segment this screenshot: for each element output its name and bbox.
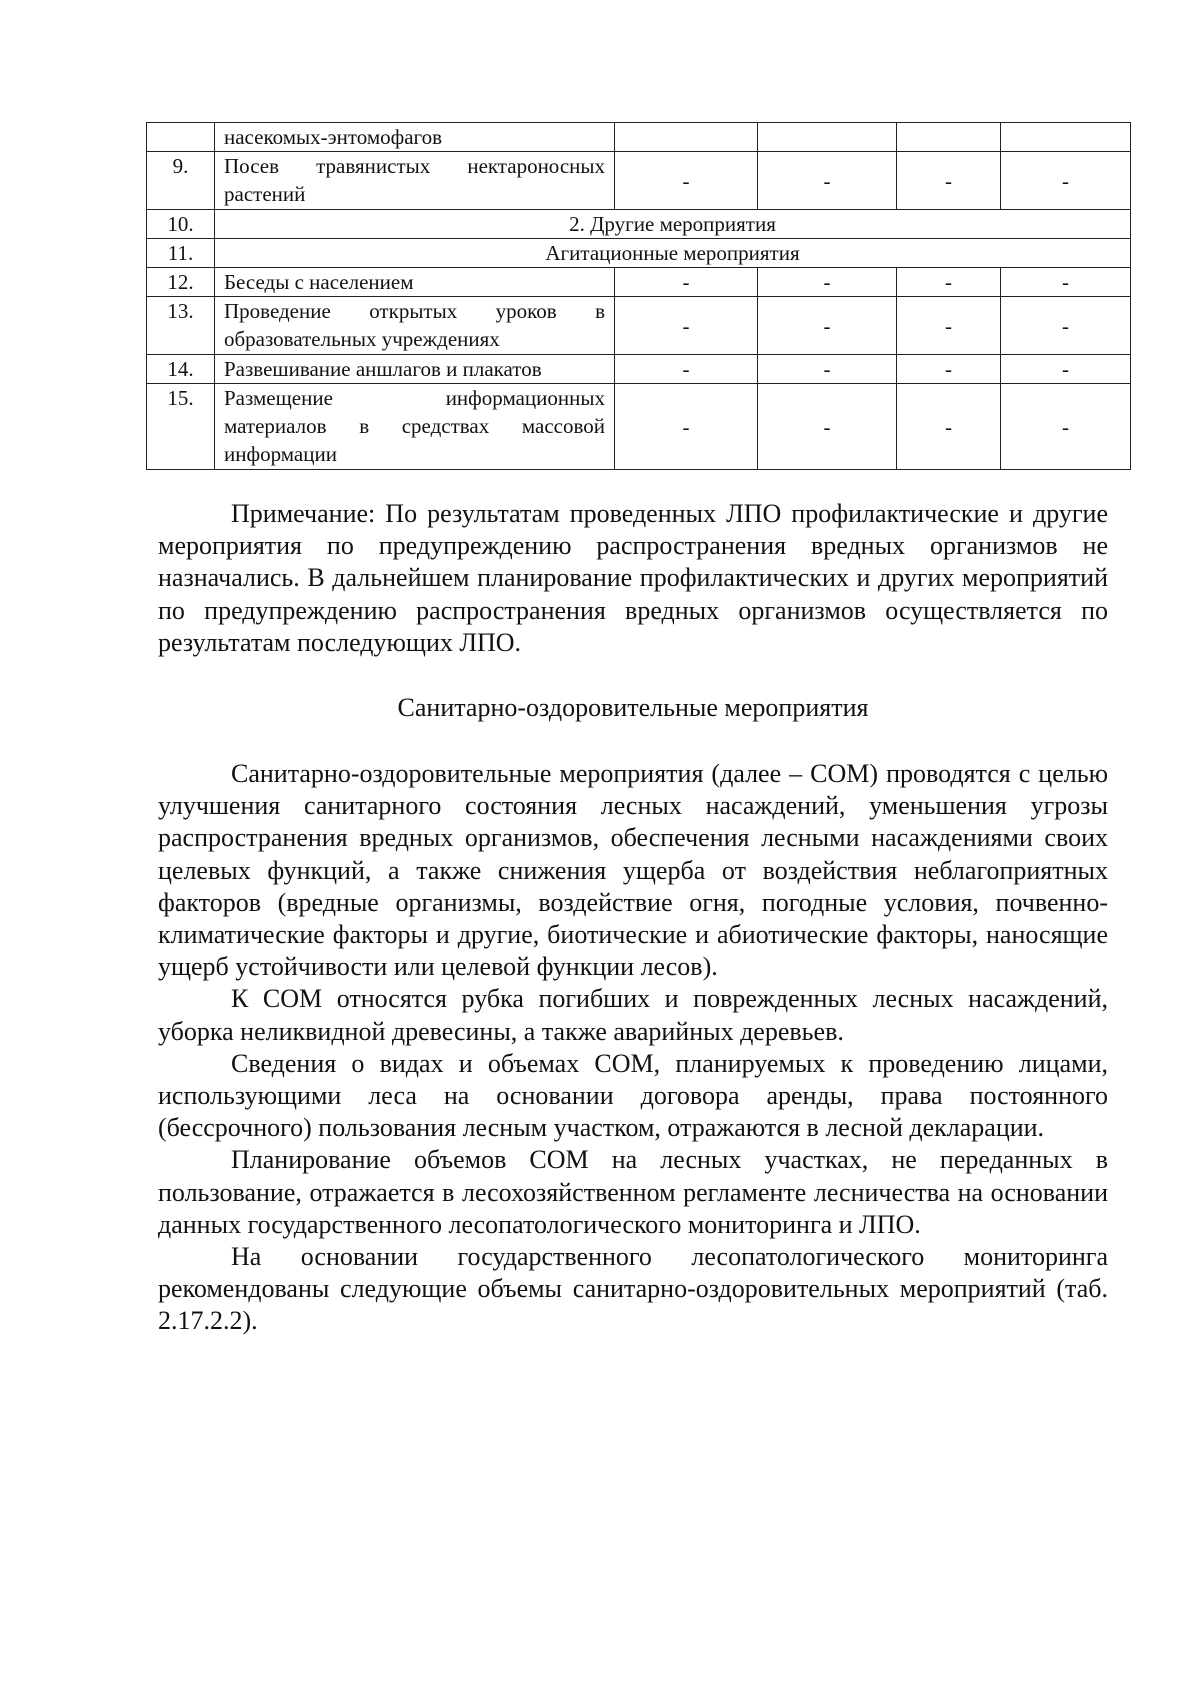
value-cell: - [897, 152, 1001, 210]
body-text [158, 758, 1108, 1338]
value-cell: - [1001, 297, 1131, 355]
value-cell: - [1001, 355, 1131, 384]
row-number: 14. [147, 355, 215, 384]
measure-name: Посев травянистых нектароносных растений [215, 152, 615, 210]
paragraph: Сведения о видах и объемах СОМ, планируемых к проведению лицами, использующими леса на основании договора аренды, права постоянного (бессрочного) пользования лесным участком, отражаются в лесной декларации. [158, 1048, 1108, 1143]
value-cell: - [1001, 384, 1131, 470]
table-row [147, 384, 1131, 470]
row-number: 11. [147, 239, 215, 268]
paragraph: Санитарно-оздоровительные мероприятия (далее – СОМ) проводятся с целью улучшения санитарного состояния лесных насаждений, уменьшения угрозы распространения вредных организмов, обеспечения лесными насаждениями своих целевых функций, а также снижения ущерба от воздействия неблагоприятных факторов (вредные организмы, воздействие огня, погодные условия, почвенно-климатические факторы и другие, биотические и абиотические факторы, наносящие ущерб устойчивости или целевой функции лесов). [158, 759, 1108, 982]
row-number: 10. [147, 210, 215, 239]
value-cell: - [758, 268, 897, 297]
table-section-row [147, 210, 1131, 239]
section-title: Агитационные мероприятия [215, 239, 1131, 268]
value-cell [897, 123, 1001, 152]
measure-name: Проведение открытых уроков в образовательных учреждениях [215, 297, 615, 355]
value-cell: - [615, 152, 758, 210]
measure-name: насекомых-энтомофагов [215, 123, 615, 152]
value-cell [1001, 123, 1131, 152]
value-cell: - [615, 297, 758, 355]
value-cell: - [758, 355, 897, 384]
value-cell [758, 123, 897, 152]
note-block [158, 498, 1108, 659]
row-number [147, 123, 215, 152]
table-section-row [147, 239, 1131, 268]
measure-name: Размещение информационных материалов в средствах массовой информации [215, 384, 615, 470]
value-cell: - [897, 355, 1001, 384]
value-cell: - [897, 297, 1001, 355]
table-row [147, 152, 1131, 210]
measures-table [146, 122, 1131, 470]
value-cell: - [758, 152, 897, 210]
paragraph: К СОМ относятся рубка погибших и поврежденных лесных насаждений, уборка неликвидной древесины, а также аварийных деревьев. [158, 984, 1108, 1046]
value-cell: - [615, 355, 758, 384]
value-cell: - [1001, 268, 1131, 297]
value-cell: - [758, 297, 897, 355]
row-number: 9. [147, 152, 215, 210]
paragraph: На основании государственного лесопатологического мониторинга рекомендованы следующие объемы санитарно-оздоровительных мероприятий (таб. 2.17.2.2). [158, 1242, 1108, 1336]
section-heading: Санитарно-оздоровительные мероприятия [397, 693, 869, 722]
row-number: 13. [147, 297, 215, 355]
measure-name: Беседы с населением [215, 268, 615, 297]
value-cell: - [615, 268, 758, 297]
section-title: 2. Другие мероприятия [215, 210, 1131, 239]
table-row [147, 355, 1131, 384]
value-cell: - [1001, 152, 1131, 210]
value-cell: - [897, 268, 1001, 297]
row-number: 12. [147, 268, 215, 297]
table-row [147, 268, 1131, 297]
note-paragraph: Примечание: По результатам проведенных ЛПО профилактические и другие мероприятия по предупреждению распространения вредных организмов не назначались. В дальнейшем планирование профилактических и других мероприятий по предупреждению распространения вредных организмов осуществляется по результатам последующих ЛПО. [158, 499, 1108, 657]
table-row [147, 123, 1131, 152]
row-number: 15. [147, 384, 215, 470]
value-cell: - [615, 384, 758, 470]
value-cell: - [758, 384, 897, 470]
paragraph: Планирование объемов СОМ на лесных участках, не переданных в пользование, отражается в лесохозяйственном регламенте лесничества на основании данных государственного лесопатологического мониторинга и ЛПО. [158, 1145, 1108, 1239]
measure-name: Развешивание аншлагов и плакатов [215, 355, 615, 384]
value-cell [615, 123, 758, 152]
value-cell: - [897, 384, 1001, 470]
table-row [147, 297, 1131, 355]
